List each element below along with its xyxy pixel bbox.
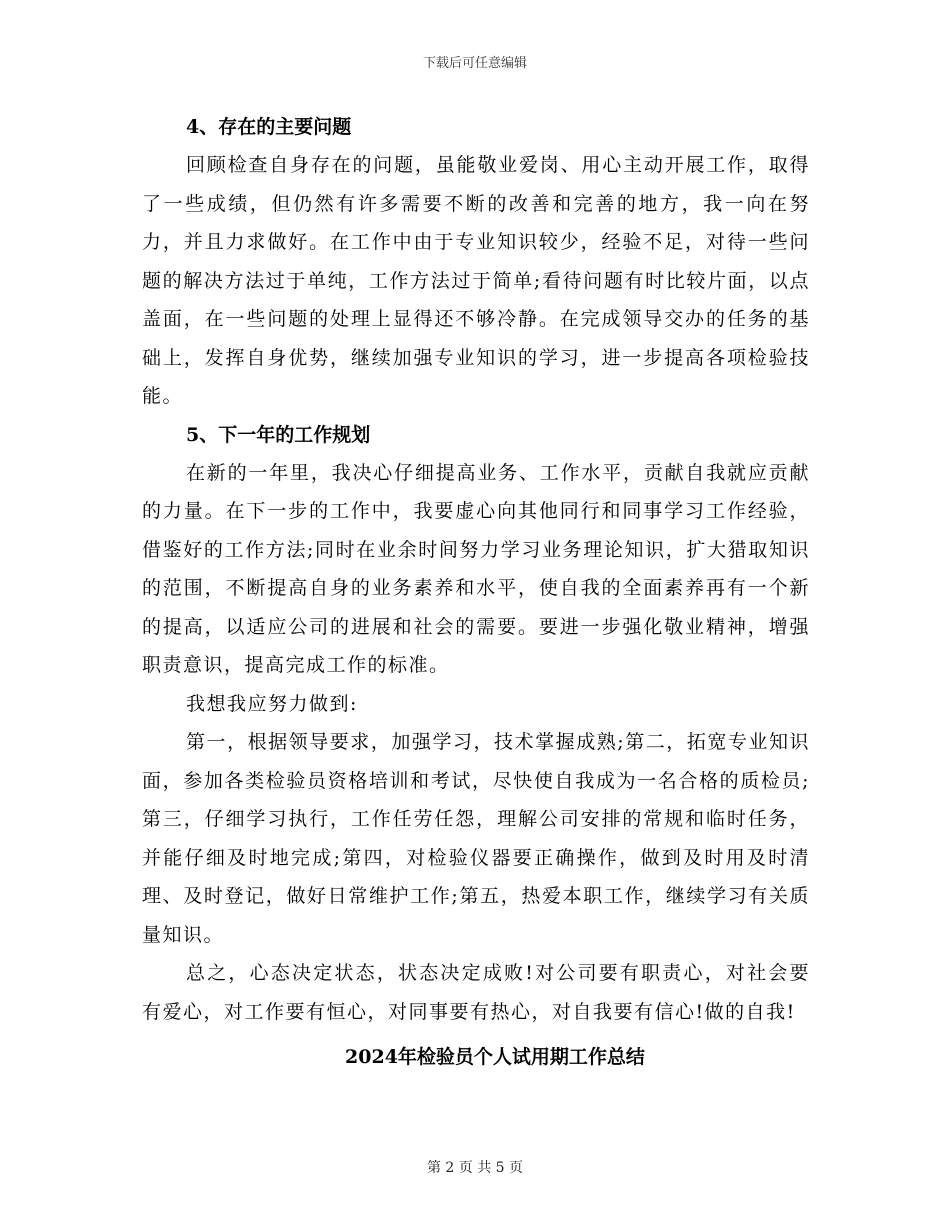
- section-5-paragraph-1: 在新的一年里，我决心仔细提高业务、工作水平，贡献自我就应贡献的力量。在下一步的工作中，我要虚心向其他同行和同事学习工作经验，借鉴好的工作方法;同时在业余时间努力学习业务理论知识，扩大猎取知识的范围，不断提高自身的业务素养和水平，使自我的全面素养再有一个新的提高，以适应公司的进展和社会的需要。要进一步强化敬业精神，增强职责意识，提高完成工作的标准。: [142, 461, 810, 676]
- section-5-heading: 5、下一年的工作规划: [186, 423, 371, 446]
- header-note: 下载后可任意编辑: [422, 56, 527, 71]
- section-4-heading: 4、存在的主要问题: [186, 116, 352, 138]
- section-5-paragraph-2: 我想我应努力做到:: [186, 692, 358, 715]
- document-body: [142, 108, 810, 1077]
- section-5-paragraph-3: 第一，根据领导要求，加强学习，技术掌握成熟;第二，拓宽专业知识面，参加各类检验员资格培训和考试，尽快使自我成为一名合格的质检员;第三，仔细学习执行，工作任劳任怨，理解公司安排的常规和临时任务，并能仔细及时地完成;第四，对检验仪器要正确操作，做到及时用及时清理、及时登记，做好日常维护工作;第五，热爱本职工作，继续学习有关质量知识。: [142, 731, 810, 946]
- page-number-footer: 第 2 页 共 5 页: [426, 1160, 524, 1176]
- section-5-paragraph-4: 总之，心态决定状态，状态决定成败!对公司要有职责心，对社会要有爱心，对工作要有恒心，对同事要有热心，对自我要有信心!做的自我!: [142, 962, 810, 1023]
- section-4-paragraph: 回顾检查自身存在的问题，虽能敬业爱岗、用心主动开展工作，取得了一些成绩，但仍然有许多需要不断的改善和完善的地方，我一向在努力，并且力求做好。在工作中由于专业知识较少，经验不足，对待一些问题的解决方法过于单纯，工作方法过于简单;看待问题有时比较片面，以点盖面，在一些问题的处理上显得还不够冷静。在完成领导交办的任务的基础上，发挥自身优势，继续加强专业知识的学习，进一步提高各项检验技能。: [142, 154, 810, 407]
- next-document-title: 2024年检验员个人试用期工作总结: [345, 1046, 645, 1068]
